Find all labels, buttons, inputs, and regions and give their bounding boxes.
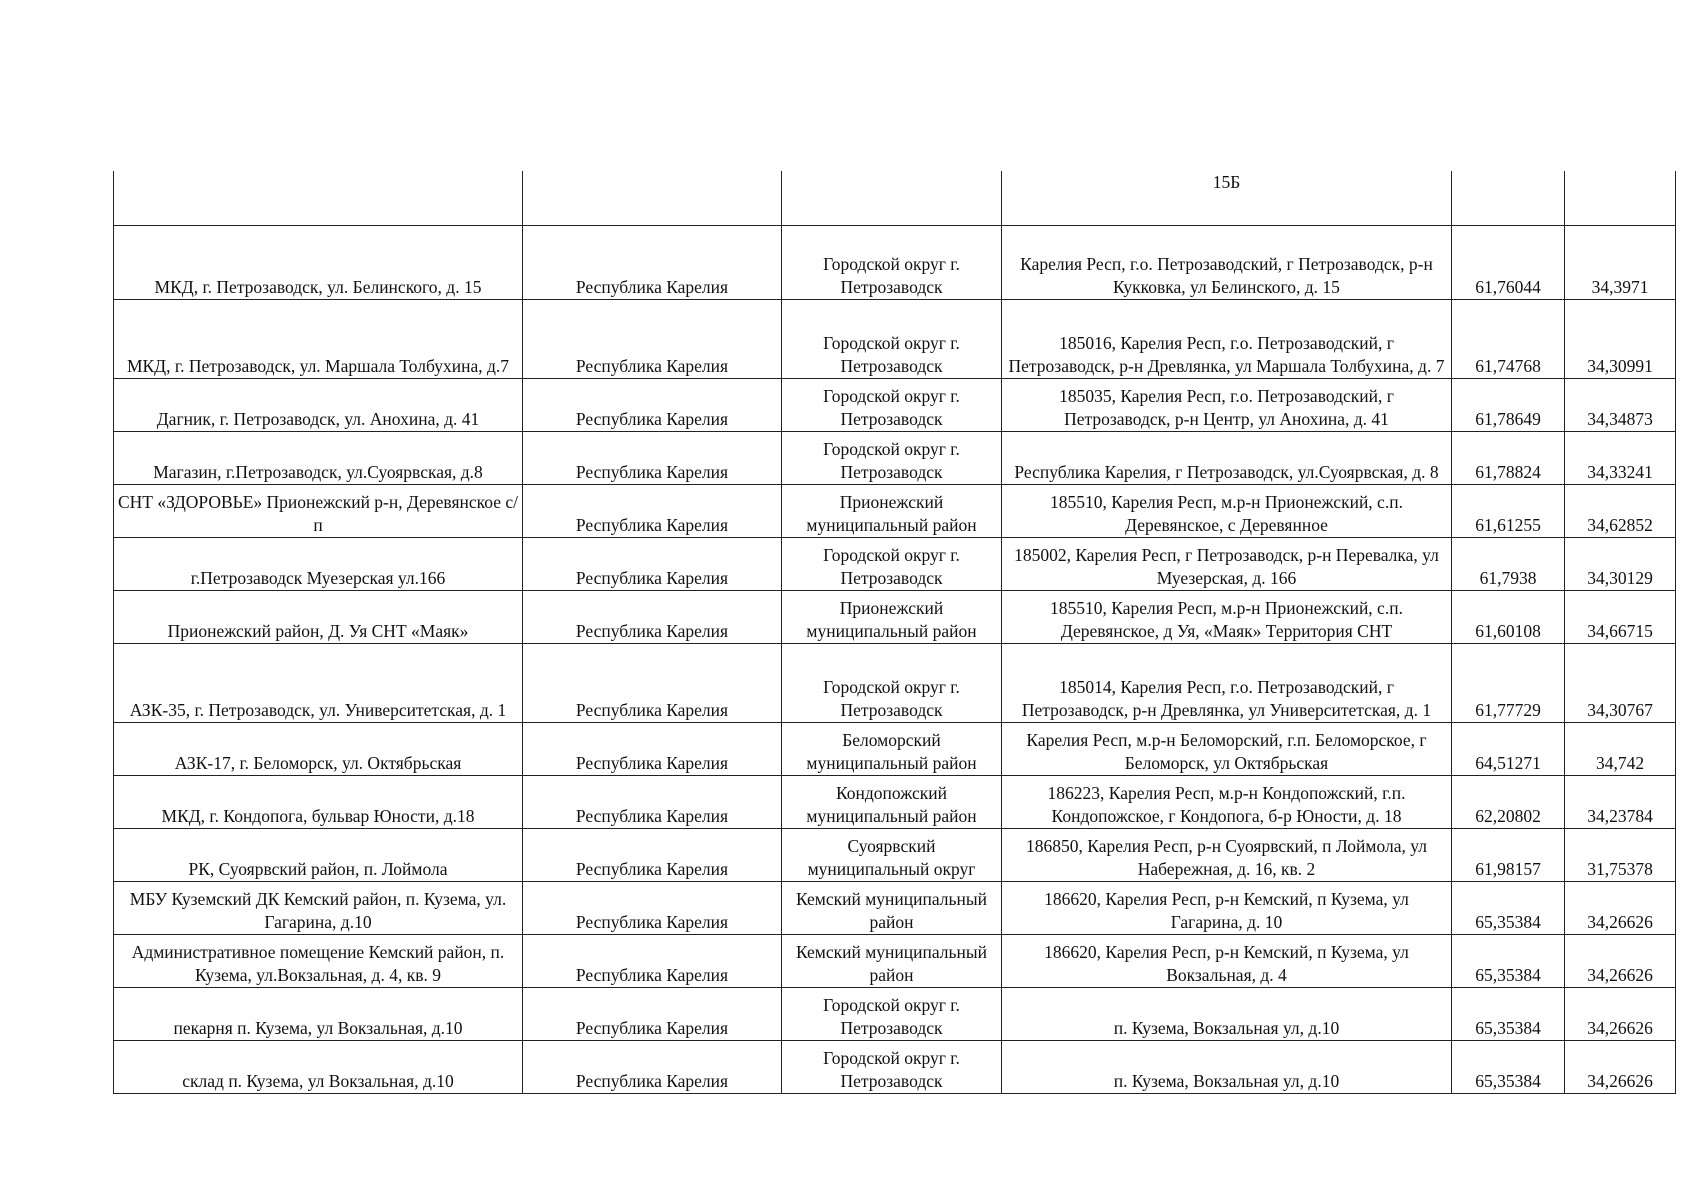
cell-latitude: 61,74768 bbox=[1452, 299, 1565, 378]
cell-object: СНТ «ЗДОРОВЬЕ» Прионежский р-н, Деревянское с/п bbox=[114, 484, 523, 537]
cell-address: 185510, Карелия Респ, м.р-н Прионежский, с.п. Деревянское, д Уя, «Маяк» Территория СНТ bbox=[1002, 590, 1452, 643]
cell-longitude: 34,30129 bbox=[1565, 537, 1676, 590]
cell-address: 185002, Карелия Респ, г Петрозаводск, р-н Перевалка, ул Муезерская, д. 166 bbox=[1002, 537, 1452, 590]
cell-address: п. Кузема, Вокзальная ул, д.10 bbox=[1002, 987, 1452, 1040]
cell-region: Республика Карелия bbox=[523, 987, 782, 1040]
cell-municipality bbox=[782, 171, 1002, 225]
cell-object: Магазин, г.Петрозаводск, ул.Суоярвская, д.8 bbox=[114, 431, 523, 484]
cell-object bbox=[114, 171, 523, 225]
cell-municipality: Беломорский муниципальный район bbox=[782, 722, 1002, 775]
cell-longitude: 34,23784 bbox=[1565, 775, 1676, 828]
cell-municipality: Прионежский муниципальный район bbox=[782, 484, 1002, 537]
cell-object: Прионежский район, Д. Уя СНТ «Маяк» bbox=[114, 590, 523, 643]
cell-municipality: Городской округ г. Петрозаводск bbox=[782, 987, 1002, 1040]
cell-municipality: Городской округ г. Петрозаводск bbox=[782, 431, 1002, 484]
cell-municipality: Городской округ г. Петрозаводск bbox=[782, 1040, 1002, 1093]
cell-latitude: 61,61255 bbox=[1452, 484, 1565, 537]
cell-latitude: 61,77729 bbox=[1452, 643, 1565, 722]
cell-longitude: 34,30767 bbox=[1565, 643, 1676, 722]
cell-address: 185510, Карелия Респ, м.р-н Прионежский, с.п. Деревянское, с Деревянное bbox=[1002, 484, 1452, 537]
cell-region: Республика Карелия bbox=[523, 775, 782, 828]
table-row bbox=[114, 722, 1676, 775]
table-row bbox=[114, 299, 1676, 378]
cell-address: 185014, Карелия Респ, г.о. Петрозаводский, г Петрозаводск, р-н Древлянка, ул Университетская, д. 1 bbox=[1002, 643, 1452, 722]
cell-longitude: 34,66715 bbox=[1565, 590, 1676, 643]
cell-address: п. Кузема, Вокзальная ул, д.10 bbox=[1002, 1040, 1452, 1093]
table-row bbox=[114, 881, 1676, 934]
cell-object: РК, Суоярвский район, п. Лоймола bbox=[114, 828, 523, 881]
cell-region: Республика Карелия bbox=[523, 1040, 782, 1093]
cell-municipality: Городской округ г. Петрозаводск bbox=[782, 537, 1002, 590]
locations-table bbox=[113, 171, 1676, 1094]
table-row bbox=[114, 775, 1676, 828]
cell-object: склад п. Кузема, ул Вокзальная, д.10 bbox=[114, 1040, 523, 1093]
cell-longitude: 31,75378 bbox=[1565, 828, 1676, 881]
cell-region: Республика Карелия bbox=[523, 431, 782, 484]
cell-object: Административное помещение Кемский район, п. Кузема, ул.Вокзальная, д. 4, кв. 9 bbox=[114, 934, 523, 987]
cell-object: АЗК-17, г. Беломорск, ул. Октябрьская bbox=[114, 722, 523, 775]
cell-address: 15Б bbox=[1002, 171, 1452, 225]
cell-region: Республика Карелия bbox=[523, 378, 782, 431]
cell-object: пекарня п. Кузема, ул Вокзальная, д.10 bbox=[114, 987, 523, 1040]
cell-longitude: 34,26626 bbox=[1565, 881, 1676, 934]
cell-region bbox=[523, 171, 782, 225]
cell-longitude: 34,3971 bbox=[1565, 225, 1676, 299]
table-body bbox=[114, 171, 1676, 1093]
table-row bbox=[114, 537, 1676, 590]
cell-municipality: Прионежский муниципальный район bbox=[782, 590, 1002, 643]
cell-latitude: 61,98157 bbox=[1452, 828, 1565, 881]
cell-municipality: Городской округ г. Петрозаводск bbox=[782, 225, 1002, 299]
cell-municipality: Городской округ г. Петрозаводск bbox=[782, 643, 1002, 722]
cell-address: 185035, Карелия Респ, г.о. Петрозаводский, г Петрозаводск, р-н Центр, ул Анохина, д. 41 bbox=[1002, 378, 1452, 431]
cell-address: Карелия Респ, м.р-н Беломорский, г.п. Беломорское, г Беломорск, ул Октябрьская bbox=[1002, 722, 1452, 775]
cell-latitude: 61,7938 bbox=[1452, 537, 1565, 590]
cell-longitude: 34,26626 bbox=[1565, 934, 1676, 987]
cell-longitude: 34,30991 bbox=[1565, 299, 1676, 378]
cell-region: Республика Карелия bbox=[523, 934, 782, 987]
cell-municipality: Кемский муниципальный район bbox=[782, 881, 1002, 934]
cell-longitude: 34,742 bbox=[1565, 722, 1676, 775]
cell-object: г.Петрозаводск Муезерская ул.166 bbox=[114, 537, 523, 590]
cell-address: 186620, Карелия Респ, р-н Кемский, п Кузема, ул Вокзальная, д. 4 bbox=[1002, 934, 1452, 987]
table-row bbox=[114, 828, 1676, 881]
cell-latitude bbox=[1452, 171, 1565, 225]
cell-object: МБУ Куземский ДК Кемский район, п. Кузема, ул. Гагарина, д.10 bbox=[114, 881, 523, 934]
cell-latitude: 61,76044 bbox=[1452, 225, 1565, 299]
cell-latitude: 62,20802 bbox=[1452, 775, 1565, 828]
cell-region: Республика Карелия bbox=[523, 299, 782, 378]
cell-region: Республика Карелия bbox=[523, 537, 782, 590]
cell-region: Республика Карелия bbox=[523, 225, 782, 299]
table-row bbox=[114, 643, 1676, 722]
table-row bbox=[114, 225, 1676, 299]
cell-latitude: 64,51271 bbox=[1452, 722, 1565, 775]
table-row bbox=[114, 590, 1676, 643]
cell-longitude: 34,26626 bbox=[1565, 987, 1676, 1040]
cell-latitude: 65,35384 bbox=[1452, 881, 1565, 934]
table-row-continuation bbox=[114, 171, 1676, 225]
cell-address: 185016, Карелия Респ, г.о. Петрозаводский, г Петрозаводск, р-н Древлянка, ул Маршала Толбухина, д. 7 bbox=[1002, 299, 1452, 378]
cell-object: МКД, г. Петрозаводск, ул. Маршала Толбухина, д.7 bbox=[114, 299, 523, 378]
cell-region: Республика Карелия bbox=[523, 484, 782, 537]
cell-longitude: 34,62852 bbox=[1565, 484, 1676, 537]
cell-region: Республика Карелия bbox=[523, 722, 782, 775]
table-row bbox=[114, 1040, 1676, 1093]
cell-municipality: Городской округ г. Петрозаводск bbox=[782, 378, 1002, 431]
cell-latitude: 61,60108 bbox=[1452, 590, 1565, 643]
cell-municipality: Суоярвский муниципальный округ bbox=[782, 828, 1002, 881]
cell-longitude: 34,33241 bbox=[1565, 431, 1676, 484]
cell-object: Дагник, г. Петрозаводск, ул. Анохина, д. 41 bbox=[114, 378, 523, 431]
table-row bbox=[114, 378, 1676, 431]
cell-region: Республика Карелия bbox=[523, 643, 782, 722]
cell-latitude: 65,35384 bbox=[1452, 934, 1565, 987]
cell-municipality: Кемский муниципальный район bbox=[782, 934, 1002, 987]
table-row bbox=[114, 431, 1676, 484]
cell-region: Республика Карелия bbox=[523, 828, 782, 881]
cell-longitude bbox=[1565, 171, 1676, 225]
cell-latitude: 61,78649 bbox=[1452, 378, 1565, 431]
cell-longitude: 34,34873 bbox=[1565, 378, 1676, 431]
cell-address: 186850, Карелия Респ, р-н Суоярвский, п Лоймола, ул Набережная, д. 16, кв. 2 bbox=[1002, 828, 1452, 881]
cell-address: 186620, Карелия Респ, р-н Кемский, п Кузема, ул Гагарина, д. 10 bbox=[1002, 881, 1452, 934]
cell-object: МКД, г. Петрозаводск, ул. Белинского, д. 15 bbox=[114, 225, 523, 299]
cell-address: Республика Карелия, г Петрозаводск, ул.Суоярвская, д. 8 bbox=[1002, 431, 1452, 484]
cell-municipality: Городской округ г. Петрозаводск bbox=[782, 299, 1002, 378]
cell-region: Республика Карелия bbox=[523, 590, 782, 643]
cell-region: Республика Карелия bbox=[523, 881, 782, 934]
cell-address: 186223, Карелия Респ, м.р-н Кондопожский, г.п. Кондопожское, г Кондопога, б-р Юности, д. 18 bbox=[1002, 775, 1452, 828]
table-row bbox=[114, 934, 1676, 987]
table-row bbox=[114, 484, 1676, 537]
cell-latitude: 61,78824 bbox=[1452, 431, 1565, 484]
cell-municipality: Кондопожский муниципальный район bbox=[782, 775, 1002, 828]
cell-object: МКД, г. Кондопога, бульвар Юности, д.18 bbox=[114, 775, 523, 828]
cell-latitude: 65,35384 bbox=[1452, 987, 1565, 1040]
cell-longitude: 34,26626 bbox=[1565, 1040, 1676, 1093]
cell-address: Карелия Респ, г.о. Петрозаводский, г Петрозаводск, р-н Кукковка, ул Белинского, д. 15 bbox=[1002, 225, 1452, 299]
cell-latitude: 65,35384 bbox=[1452, 1040, 1565, 1093]
table-row bbox=[114, 987, 1676, 1040]
cell-object: АЗК-35, г. Петрозаводск, ул. Университетская, д. 1 bbox=[114, 643, 523, 722]
